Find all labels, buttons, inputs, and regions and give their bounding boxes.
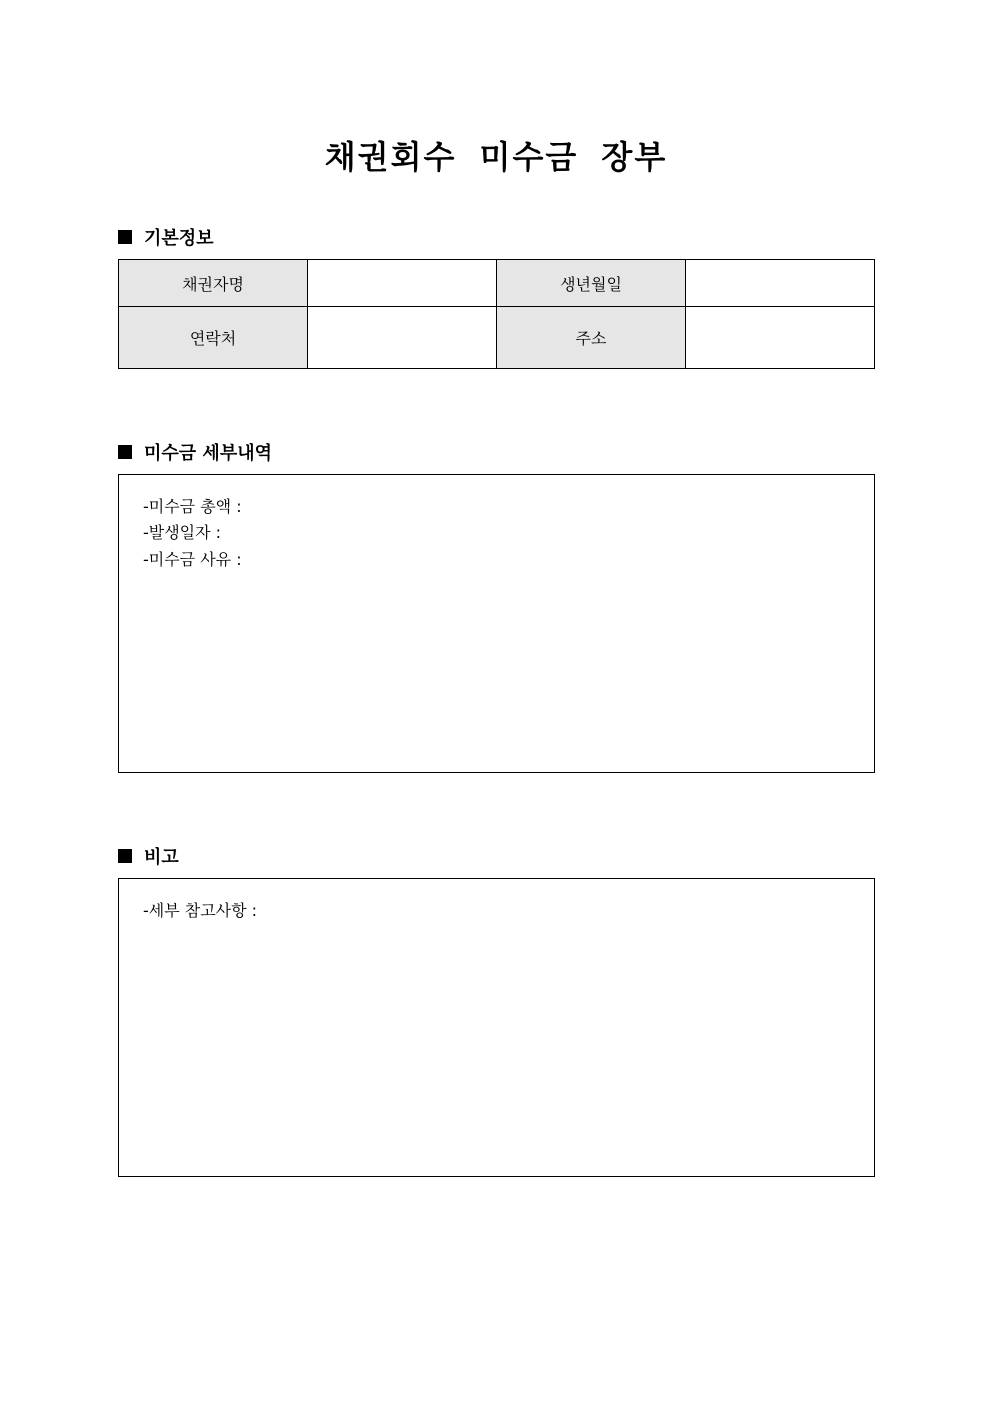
birth-date-label: 생년월일 xyxy=(497,260,686,307)
square-bullet-icon xyxy=(118,230,132,244)
contact-field[interactable] xyxy=(308,307,497,369)
remarks-box[interactable] xyxy=(118,878,875,1177)
basic-info-table xyxy=(118,259,875,369)
page-title: 채권회수 미수금 장부 xyxy=(324,138,668,176)
section-heading-remarks xyxy=(118,843,179,869)
occurrence-date-line: -발생일자 : xyxy=(143,523,222,542)
section-heading-basic-info xyxy=(118,224,214,250)
section-heading-label: 기본정보 xyxy=(144,228,214,249)
square-bullet-icon xyxy=(118,445,132,459)
creditor-name-label: 채권자명 xyxy=(119,260,308,307)
table-row xyxy=(119,307,875,369)
receivable-details-box[interactable] xyxy=(118,474,875,773)
birth-date-field[interactable] xyxy=(686,260,875,307)
reference-notes-line: -세부 참고사항 : xyxy=(143,901,258,920)
address-field[interactable] xyxy=(686,307,875,369)
square-bullet-icon xyxy=(118,849,132,863)
contact-label: 연락처 xyxy=(119,307,308,369)
reason-line: -미수금 사유 : xyxy=(143,550,242,569)
table-row xyxy=(119,260,875,307)
total-amount-line: -미수금 총액 : xyxy=(143,497,242,516)
section-heading-label: 미수금 세부내역 xyxy=(144,443,272,464)
creditor-name-field[interactable] xyxy=(308,260,497,307)
section-heading-label: 비고 xyxy=(144,847,179,868)
section-heading-receivable-details xyxy=(118,439,272,465)
address-label: 주소 xyxy=(497,307,686,369)
